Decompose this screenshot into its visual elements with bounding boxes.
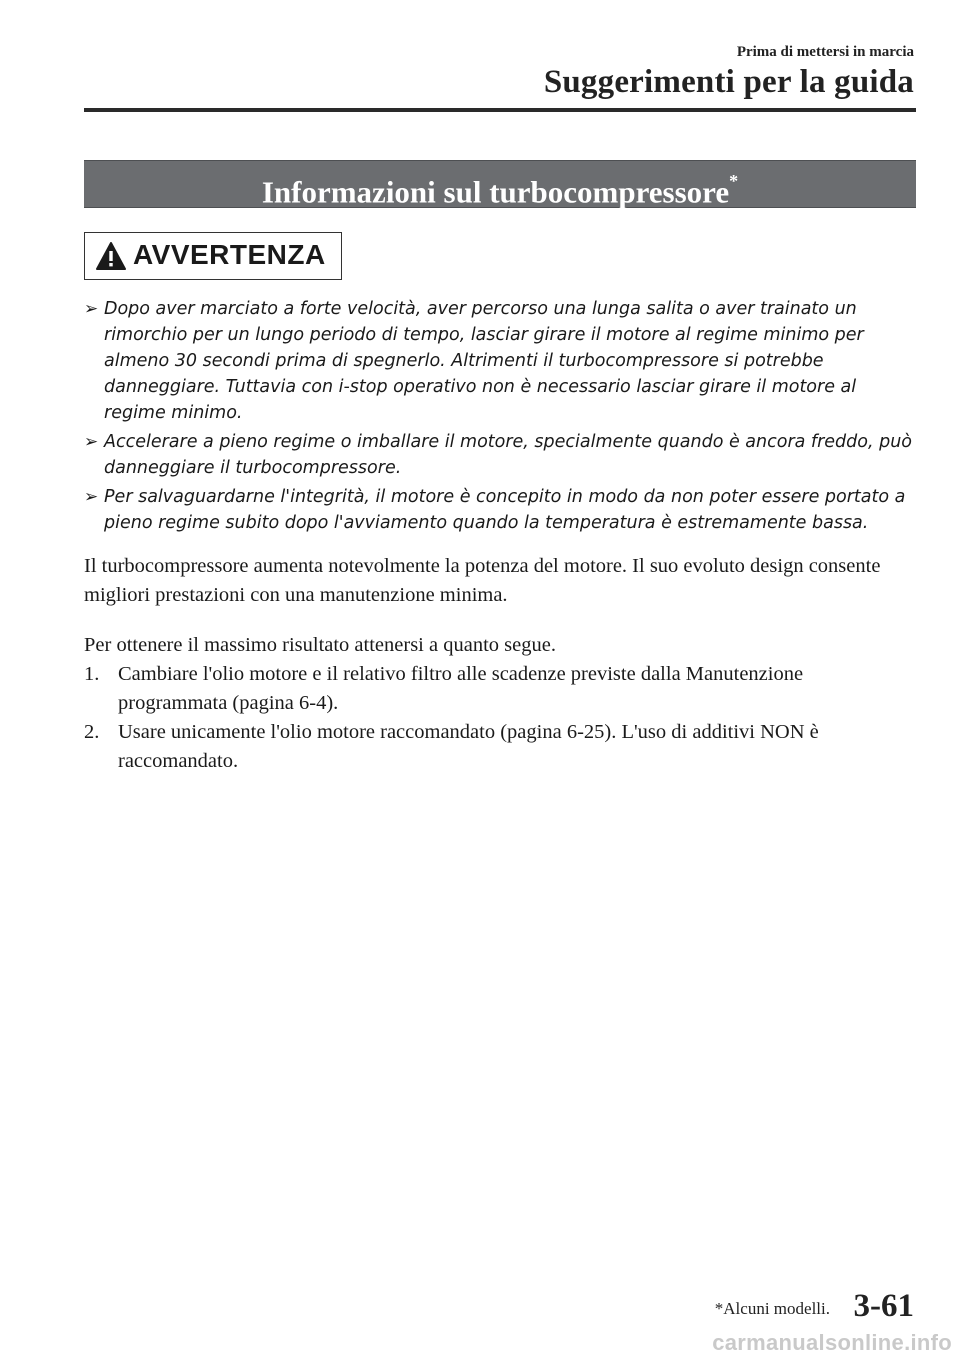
body-paragraph-intro: Il turbocompressore aumenta notevolmente la potenza del motore. Il suo evoluto design consente migliori prestazioni con una manutenzione minima. xyxy=(84,555,881,606)
header-section-label: Prima di mettersi in marcia xyxy=(736,44,914,60)
section-title-bar xyxy=(84,160,916,208)
watermark: carmanualsonline.info xyxy=(712,1330,952,1355)
section-title: Informazioni sul turbocompressore xyxy=(261,174,730,210)
step-text: Usare unicamente l'olio motore raccomandato (pagina 6-25). L'uso di additivi NON è raccomandato. xyxy=(118,721,819,772)
step-item xyxy=(84,718,916,776)
page-number: 3-61 xyxy=(853,1288,914,1324)
warning-item-text: Accelerare a pieno regime o imballare il motore, specialmente quando è ancora freddo, può danneggiare il turbocompressore. xyxy=(104,432,913,478)
body-paragraph-instructions: Per ottenere il massimo risultato attenersi a quanto segue. xyxy=(84,634,556,656)
warning-list xyxy=(84,296,916,539)
warning-item xyxy=(84,484,916,536)
warning-item-text: Dopo aver marciato a forte velocità, aver percorso una lunga salita o aver trainato un rimorchio per un lungo periodo di tempo, lasciar girare il motore al regime minimo per almeno 30 secondi prima di spegnerlo. Altrimenti il turbocompressore si potrebbe danneggiare. Tuttavia con i-stop operativo non è necessario lasciar girare il motore al regime minimo. xyxy=(104,299,864,423)
warning-item xyxy=(84,296,916,426)
warning-triangle-icon xyxy=(95,241,127,271)
step-number: 1. xyxy=(84,663,100,685)
footer-note: *Alcuni modelli. xyxy=(714,1299,830,1318)
warning-item-text: Per salvaguardarne l'integrità, il motore è concepito in modo da non poter essere portato a pieno regime subito dopo l'avviamento quando la temperatura è estremamente bassa. xyxy=(104,487,906,533)
step-number: 2. xyxy=(84,721,100,743)
step-text: Cambiare l'olio motore e il relativo filtro alle scadenze previste dalla Manutenzione programmata (pagina 6-4). xyxy=(118,663,804,714)
bullet-arrow-icon: ➢ xyxy=(84,487,99,507)
warning-item xyxy=(84,429,916,481)
step-item xyxy=(84,660,916,718)
section-title-marker: * xyxy=(729,171,739,191)
bullet-arrow-icon: ➢ xyxy=(84,432,99,452)
bullet-arrow-icon: ➢ xyxy=(84,299,99,319)
header-chapter-title: Suggerimenti per la guida xyxy=(543,64,914,100)
warning-title: AVVERTENZA xyxy=(133,239,326,270)
warning-label-box xyxy=(84,232,342,280)
steps-list xyxy=(84,660,916,776)
header-divider xyxy=(84,108,916,112)
